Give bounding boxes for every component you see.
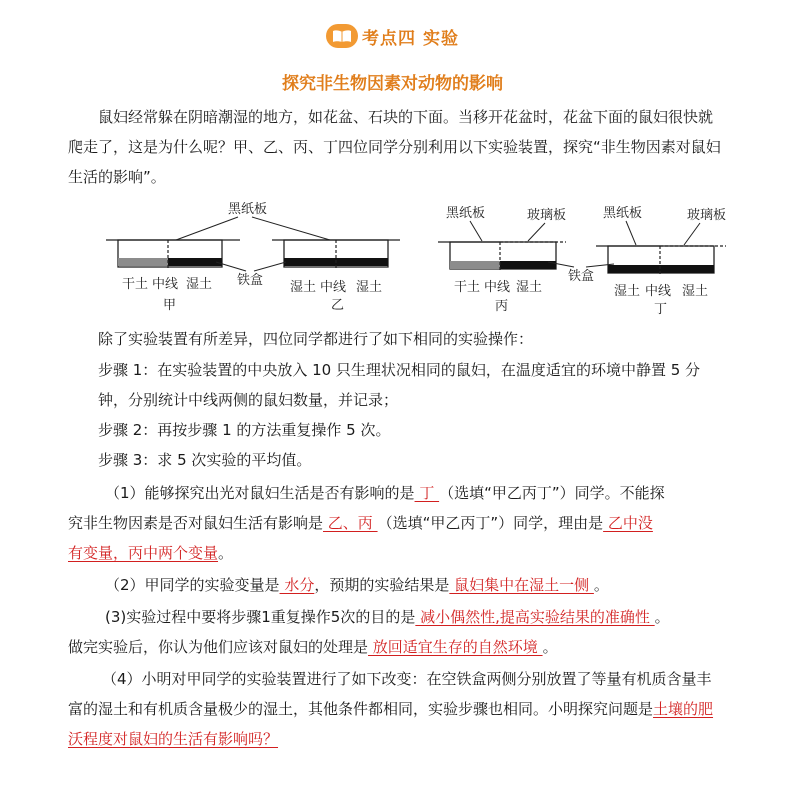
section-header bbox=[0, 22, 785, 50]
answer-3a: 减小偶然性,提高实验结果的准确性 bbox=[415, 608, 655, 626]
answer-1c-part1: 乙中没 bbox=[603, 514, 653, 532]
intro-paragraph: 鼠妇经常躲在阴暗潮湿的地方，如花盆、石块的下面。当移开花盆时，花盆下面的鼠妇很快就爬走了，这是为什么呢？甲、乙、丙、丁四位同学分别利用以下实验装置，探究“非生物因素对鼠妇生活的影响”。 bbox=[68, 108, 721, 186]
yi-label: 乙 bbox=[331, 298, 345, 313]
jia-wet-soil: 湿土 bbox=[186, 277, 213, 292]
bing-label: 丙 bbox=[495, 299, 509, 314]
section-title: 考点四 实验 bbox=[362, 28, 459, 49]
question-1-line-2: 究非生物因素是否对鼠妇生活有影响是 乙、丙 （选填“甲乙丙丁”）同学，理由是 乙中没 bbox=[68, 514, 653, 532]
question-4: （4）小明对甲同学的实验装置进行了如下改变：在空铁盒两侧分别放置了等量有机质含量丰富的湿土和有机质含量极少的湿土，其他条件都相同，实验步骤也相同。小明探究问题是土壤的肥沃程度对鼠妇的生活有影响吗？ bbox=[68, 670, 714, 748]
ding-midline: 中线 bbox=[645, 284, 672, 299]
diagram-right-group bbox=[438, 205, 726, 317]
yi-wet-soil-left: 湿土 bbox=[290, 280, 317, 295]
label-black-paper-bing: 黑纸板 bbox=[446, 206, 486, 221]
yi-wet-soil-right: 湿土 bbox=[356, 280, 383, 295]
step-1-text: 步骤 1：在实验装置的中央放入 10 只生理状况相同的鼠妇，在温度适宜的环境中静置 5 分钟，分别统计中线两侧的鼠妇数量，并记录； bbox=[98, 361, 701, 409]
setup-jia bbox=[106, 240, 240, 313]
setup-bing bbox=[438, 242, 566, 314]
question-3-line-2: 做完实验后，你认为他们应该对鼠妇的处理是 放回适宜生存的自然环境 。 bbox=[68, 638, 558, 656]
question-1-line-3: 有变量，丙中两个变量。 bbox=[68, 544, 234, 562]
yi-midline: 中线 bbox=[320, 280, 347, 295]
common-operations: 除了实验装置有所差异，四位同学都进行了如下相同的实验操作： bbox=[98, 330, 534, 348]
answer-3b: 放回适宜生存的自然环境 bbox=[368, 638, 543, 656]
label-iron-box-left: 铁盒 bbox=[237, 273, 264, 288]
bing-dry-soil: 干土 bbox=[454, 280, 481, 295]
step-2: 步骤 2：再按步骤 1 的方法重复操作 5 次。 bbox=[98, 421, 391, 439]
label-black-paper-left: 黑纸板 bbox=[228, 202, 268, 217]
answer-1c-part2: 有变量，丙中两个变量 bbox=[68, 544, 219, 562]
question-1-line-1: （1）能够探究出光对鼠妇生活是否有影响的是 丁 （选填“甲乙丙丁”）同学。不能探 bbox=[105, 484, 665, 502]
answer-4: 土壤的肥沃程度对鼠妇的生活有影响吗？ bbox=[68, 700, 714, 748]
jia-label: 甲 bbox=[163, 298, 177, 313]
book-icon bbox=[326, 24, 358, 48]
label-glass-ding: 玻璃板 bbox=[687, 208, 727, 223]
section-badge bbox=[326, 24, 459, 49]
bing-midline: 中线 bbox=[484, 280, 511, 295]
jia-dry-soil: 干土 bbox=[122, 277, 149, 292]
answer-2b: 鼠妇集中在湿土一侧 bbox=[449, 576, 594, 594]
question-3-line-1: (3)实验过程中要将步骤1重复操作5次的目的是 减小偶然性,提高实验结果的准确性 。 bbox=[105, 608, 670, 626]
setup-yi bbox=[272, 240, 400, 313]
question-2: （2）甲同学的实验变量是 水分，预期的实验结果是 鼠妇集中在湿土一侧 。 bbox=[105, 576, 609, 594]
ding-wet-soil-left: 湿土 bbox=[614, 284, 641, 299]
step-1 bbox=[98, 355, 723, 415]
diagram-left-group bbox=[106, 201, 400, 313]
answer-1a: 丁 bbox=[414, 484, 440, 502]
step-3: 步骤 3：求 5 次实验的平均值。 bbox=[98, 451, 312, 469]
bing-wet-soil: 湿土 bbox=[516, 280, 543, 295]
ding-label: 丁 bbox=[654, 302, 668, 317]
label-glass-bing: 玻璃板 bbox=[527, 208, 567, 223]
ding-wet-soil-right: 湿土 bbox=[682, 284, 709, 299]
label-iron-box-right: 铁盒 bbox=[568, 269, 595, 284]
answer-2a: 水分 bbox=[279, 576, 315, 594]
experiment-diagram bbox=[0, 195, 785, 320]
page-subtitle: 探究非生物因素对动物的影响 bbox=[282, 74, 503, 94]
setup-ding bbox=[596, 246, 726, 317]
jia-midline: 中线 bbox=[152, 277, 179, 292]
label-black-paper-ding: 黑纸板 bbox=[603, 206, 643, 221]
answer-1b: 乙、丙 bbox=[323, 514, 378, 532]
